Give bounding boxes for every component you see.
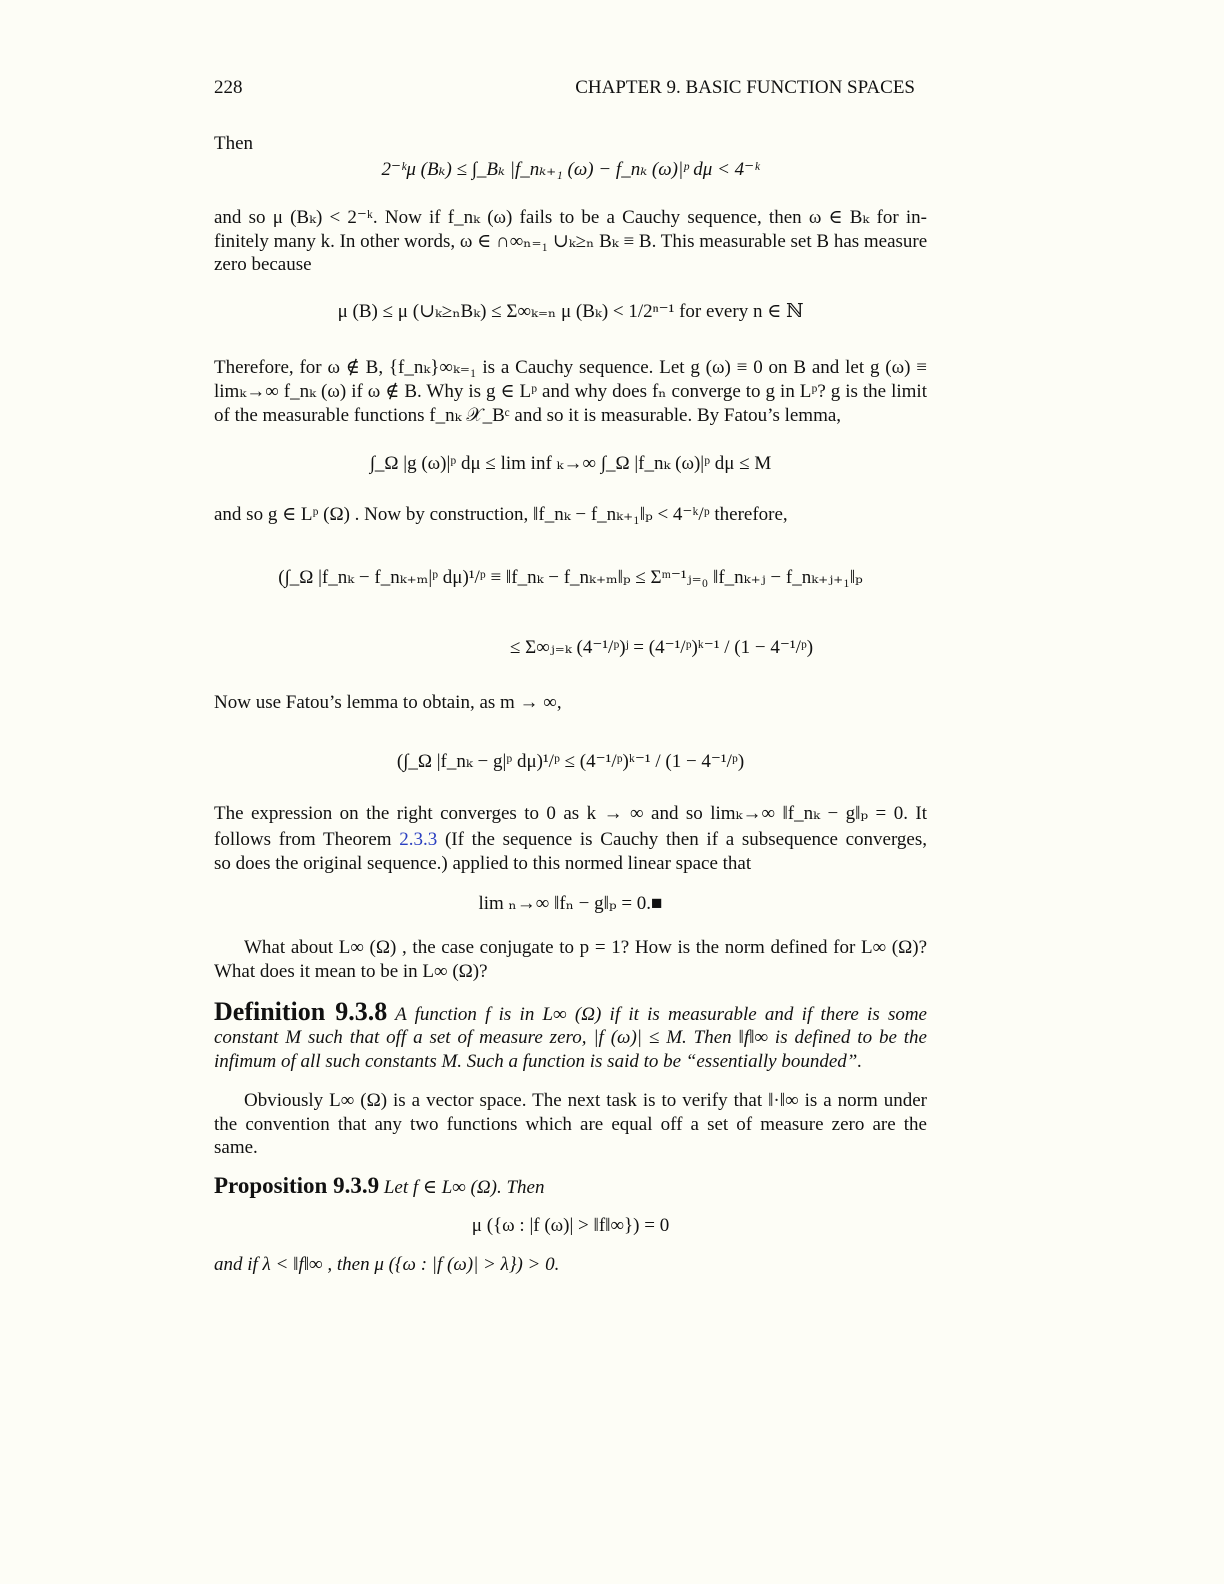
equation: μ (B) ≤ μ (∪ₖ≥ₙBₖ) ≤ Σ∞ₖ₌ₙ μ (Bₖ) < 1/2ⁿ⁻¹ for every n ∈ ℕ [337,301,804,322]
text-line: the convention that any two functions which are equal off a set of measure zero are the [214,1114,927,1135]
text-line: so does the original sequence.) applied to this normed linear space that [214,853,752,874]
text-line: same. [214,1137,258,1158]
text-line: What about L∞ (Ω) , the case conjugate to p = 1? How is the norm defined for L∞ (Ω)? [244,937,927,958]
text-line: of the measurable functions f_nₖ 𝒳_Bᶜ and so it is measurable. By Fatou’s lemma, [214,405,842,426]
equation: ∫_Ω |g (ω)|ᵖ dμ ≤ lim inf ₖ→∞ ∫_Ω |f_nₖ (ω)|ᵖ dμ ≤ M [369,453,772,474]
equation: 2⁻ᵏμ (Bₖ) ≤ ∫_Bₖ |f_nₖ₊₁ (ω) − f_nₖ (ω)|ᵖ dμ < 4⁻ᵏ [381,159,760,180]
text-line: The expression on the right converges to 0 as k → ∞ and so limₖ→∞ ‖f_nₖ − g‖ₚ = 0. It [214,803,927,824]
text-line [214,828,927,852]
definition-title: Definition 9.3.8 [214,997,388,1026]
equation: (∫_Ω |f_nₖ − f_nₖ₊ₘ|ᵖ dμ)¹/ᵖ ≡ ‖f_nₖ − f_nₖ₊ₘ‖ₚ ≤ Σᵐ⁻¹ⱼ₌₀ ‖f_nₖ₊ⱼ − f_nₖ₊ⱼ₊₁‖ₚ [278,567,863,588]
text-line: and so μ (Bₖ) < 2⁻ᵏ. Now if f_nₖ (ω) fails to be a Cauchy sequence, then ω ∈ Bₖ for in- [214,207,927,228]
proposition-title: Proposition 9.3.9 [214,1173,380,1198]
proposition-line: and if λ < ‖f‖∞ , then μ ({ω : |f (ω)| > λ}) > 0. [214,1254,560,1275]
text: A function f is in L∞ (Ω) if it is measurable and if there is some [387,1004,927,1025]
text-line: Now use Fatou’s lemma to obtain, as m → ∞, [214,692,562,713]
running-header: CHAPTER 9. BASIC FUNCTION SPACES [575,77,915,98]
definition-line: constant M such that off a set of measure zero, |f (ω)| ≤ M. Then ‖f‖∞ is defined to be the [214,1027,927,1048]
text-line: What does it mean to be in L∞ (Ω)? [214,961,488,982]
text: Let f ∈ L∞ (Ω). Then [379,1177,545,1198]
text-line: zero because [214,254,312,275]
equation: ≤ Σ∞ⱼ₌ₖ (4⁻¹/ᵖ)ʲ = (4⁻¹/ᵖ)ᵏ⁻¹ / (1 − 4⁻¹/ᵖ) [510,637,814,658]
equation: μ ({ω : |f (ω)| > ‖f‖∞}) = 0 [471,1215,670,1236]
theorem-link[interactable]: 2.3.3 [399,829,438,850]
definition-line [214,997,927,1027]
page-number: 228 [214,77,243,98]
equation: lim ₙ→∞ ‖fₙ − g‖ₚ = 0.■ [478,893,663,914]
proposition-line [214,1174,927,1200]
text: follows from Theorem [214,829,400,850]
definition-line: infimum of all such constants M. Such a function is said to be “essentially bounded”. [214,1051,863,1072]
text: (If the sequence is Cauchy then if a subsequence converges, [437,829,928,850]
text-line: Therefore, for ω ∉ B, {f_nₖ}∞ₖ₌₁ is a Cauchy sequence. Let g (ω) ≡ 0 on B and let g (ω) ≡ [214,357,927,378]
equation: (∫_Ω |f_nₖ − g|ᵖ dμ)¹/ᵖ ≤ (4⁻¹/ᵖ)ᵏ⁻¹ / (1 − 4⁻¹/ᵖ) [396,751,745,772]
text-line: limₖ→∞ f_nₖ (ω) if ω ∉ B. Why is g ∈ Lᵖ and why does fₙ converge to g in Lᵖ? g is the limit [214,381,927,402]
text-line: Then [214,133,254,154]
text-line: Obviously L∞ (Ω) is a vector space. The next task is to verify that ‖·‖∞ is a norm under [244,1090,927,1111]
text-line: and so g ∈ Lᵖ (Ω) . Now by construction, ‖f_nₖ − f_nₖ₊₁‖ₚ < 4⁻ᵏ/ᵖ therefore, [214,504,788,525]
text-line: finitely many k. In other words, ω ∈ ∩∞ₙ₌₁ ∪ₖ≥ₙ Bₖ ≡ B. This measurable set B has measure [214,231,928,252]
